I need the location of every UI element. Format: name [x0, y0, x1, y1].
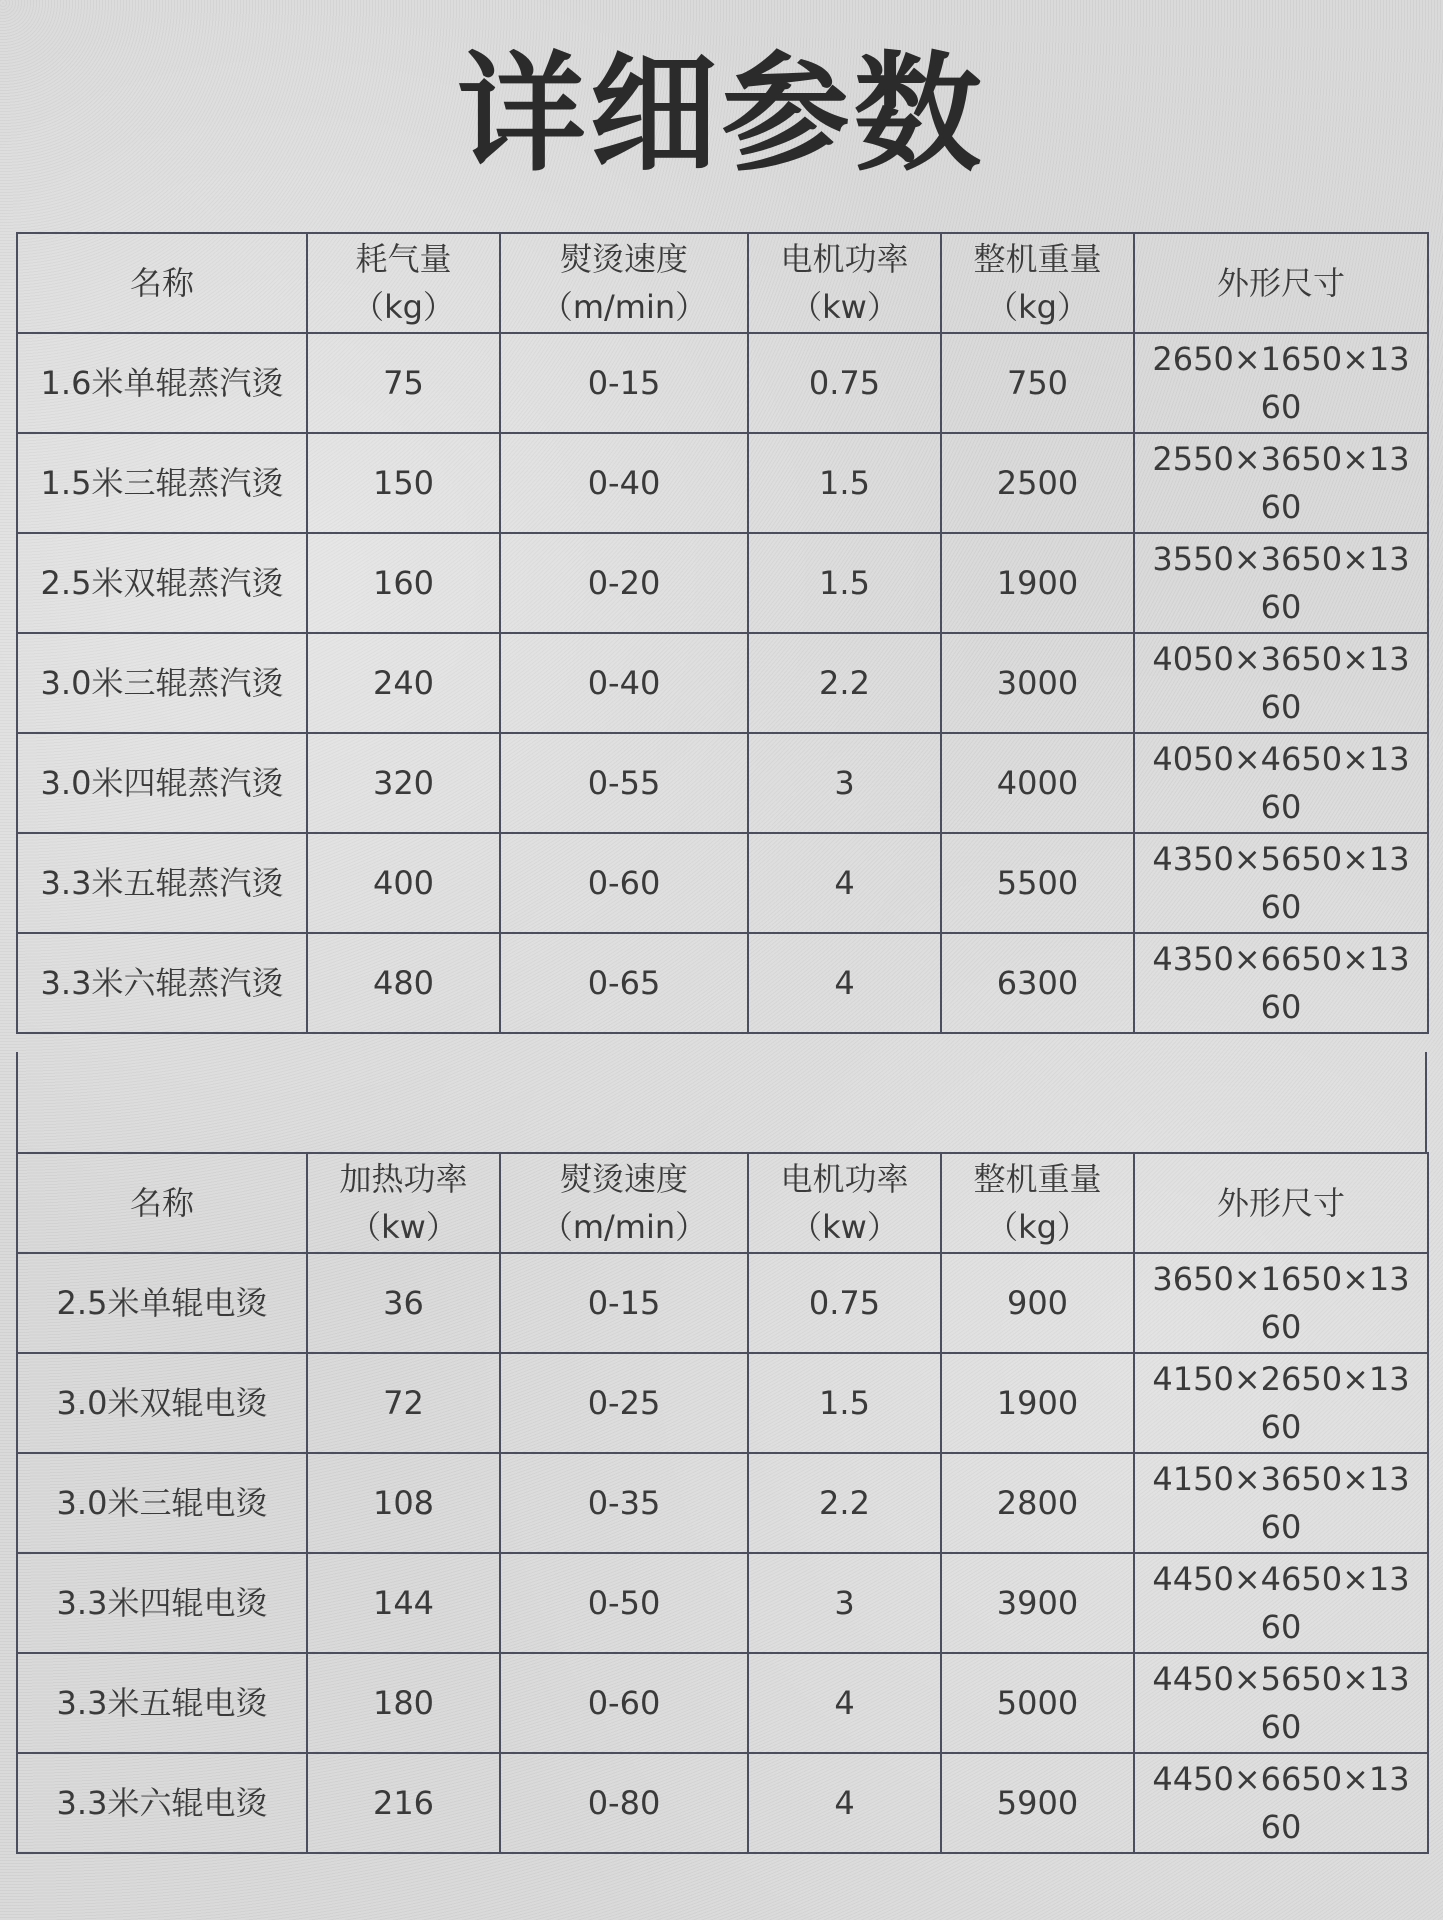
cell-motor: 3 — [748, 733, 941, 833]
cell-speed: 0-15 — [500, 1253, 748, 1353]
header-cell-machine-weight: 整机重量 （kg） — [941, 1153, 1134, 1253]
cell-heating: 216 — [307, 1753, 500, 1853]
cell-dimensions: 4450×4650×1360 — [1134, 1553, 1428, 1653]
header-cell-motor-power: 电机功率 （kw） — [748, 1153, 941, 1253]
cell-speed: 0-15 — [500, 333, 748, 433]
cell-heating: 144 — [307, 1553, 500, 1653]
table-row — [17, 833, 1428, 933]
cell-steam: 480 — [307, 933, 500, 1033]
table-row — [17, 933, 1428, 1033]
cell-speed: 0-35 — [500, 1453, 748, 1553]
cell-motor: 4 — [748, 1753, 941, 1853]
cell-speed: 0-20 — [500, 533, 748, 633]
table-row — [17, 1753, 1428, 1853]
cell-weight: 5000 — [941, 1653, 1134, 1753]
table-row — [17, 1553, 1428, 1653]
cell-name: 3.0米四辊蒸汽烫 — [17, 733, 307, 833]
cell-name: 2.5米单辊电烫 — [17, 1253, 307, 1353]
cell-motor: 0.75 — [748, 333, 941, 433]
cell-name: 1.6米单辊蒸汽烫 — [17, 333, 307, 433]
cell-speed: 0-60 — [500, 1653, 748, 1753]
cell-weight: 3900 — [941, 1553, 1134, 1653]
cell-weight: 750 — [941, 333, 1134, 433]
cell-motor: 2.2 — [748, 1453, 941, 1553]
cell-dimensions: 4450×6650×1360 — [1134, 1753, 1428, 1853]
header-cell-dimensions: 外形尺寸 — [1134, 1153, 1428, 1253]
table-row — [17, 433, 1428, 533]
table-row — [17, 633, 1428, 733]
cell-dimensions: 2550×3650×1360 — [1134, 433, 1428, 533]
header-cell-name: 名称 — [17, 1153, 307, 1253]
cell-weight: 2500 — [941, 433, 1134, 533]
table-row — [17, 1653, 1428, 1753]
cell-weight: 1900 — [941, 533, 1134, 633]
cell-motor: 4 — [748, 833, 941, 933]
cell-speed: 0-50 — [500, 1553, 748, 1653]
table-row — [17, 333, 1428, 433]
cell-steam: 160 — [307, 533, 500, 633]
cell-motor: 3 — [748, 1553, 941, 1653]
cell-steam: 400 — [307, 833, 500, 933]
cell-heating: 108 — [307, 1453, 500, 1553]
cell-name: 3.0米双辊电烫 — [17, 1353, 307, 1453]
table-header-row — [17, 233, 1428, 333]
cell-name: 3.3米六辊蒸汽烫 — [17, 933, 307, 1033]
cell-speed: 0-55 — [500, 733, 748, 833]
header-cell-dimensions: 外形尺寸 — [1134, 233, 1428, 333]
cell-dimensions: 3650×1650×1360 — [1134, 1253, 1428, 1353]
cell-name: 3.0米三辊蒸汽烫 — [17, 633, 307, 733]
header-cell-ironing-speed: 熨烫速度 （m/min） — [500, 233, 748, 333]
cell-speed: 0-65 — [500, 933, 748, 1033]
cell-dimensions: 4450×5650×1360 — [1134, 1653, 1428, 1753]
cell-speed: 0-40 — [500, 633, 748, 733]
cell-weight: 6300 — [941, 933, 1134, 1033]
cell-name: 3.3米四辊电烫 — [17, 1553, 307, 1653]
cell-motor: 4 — [748, 1653, 941, 1753]
table-row — [17, 1353, 1428, 1453]
electric-ironer-spec-table — [16, 1152, 1429, 1854]
header-cell-machine-weight: 整机重量 （kg） — [941, 233, 1134, 333]
table-row — [17, 1453, 1428, 1553]
cell-weight: 1900 — [941, 1353, 1134, 1453]
cell-weight: 900 — [941, 1253, 1134, 1353]
cell-heating: 72 — [307, 1353, 500, 1453]
cell-dimensions: 2650×1650×1360 — [1134, 333, 1428, 433]
table-spacer-band — [16, 1052, 1427, 1152]
cell-motor: 1.5 — [748, 1353, 941, 1453]
cell-steam: 320 — [307, 733, 500, 833]
cell-name: 3.3米五辊电烫 — [17, 1653, 307, 1753]
cell-dimensions: 4050×4650×1360 — [1134, 733, 1428, 833]
header-cell-ironing-speed: 熨烫速度 （m/min） — [500, 1153, 748, 1253]
page-title: 详细参数 — [457, 40, 986, 189]
header-cell-name: 名称 — [17, 233, 307, 333]
cell-motor: 1.5 — [748, 433, 941, 533]
cell-motor: 0.75 — [748, 1253, 941, 1353]
header-cell-motor-power: 电机功率 （kw） — [748, 233, 941, 333]
header-cell-heating-power: 加热功率 （kw） — [307, 1153, 500, 1253]
cell-name: 1.5米三辊蒸汽烫 — [17, 433, 307, 533]
cell-dimensions: 4150×3650×1360 — [1134, 1453, 1428, 1553]
cell-speed: 0-25 — [500, 1353, 748, 1453]
cell-dimensions: 4350×5650×1360 — [1134, 833, 1428, 933]
table-header-row — [17, 1153, 1428, 1253]
cell-weight: 5900 — [941, 1753, 1134, 1853]
table-row — [17, 1253, 1428, 1353]
cell-weight: 3000 — [941, 633, 1134, 733]
cell-name: 2.5米双辊蒸汽烫 — [17, 533, 307, 633]
cell-speed: 0-40 — [500, 433, 748, 533]
table-row — [17, 533, 1428, 633]
cell-motor: 4 — [748, 933, 941, 1033]
header-cell-steam-consumption: 耗气量 （kg） — [307, 233, 500, 333]
cell-name: 3.0米三辊电烫 — [17, 1453, 307, 1553]
cell-steam: 75 — [307, 333, 500, 433]
cell-name: 3.3米六辊电烫 — [17, 1753, 307, 1853]
cell-dimensions: 4350×6650×1360 — [1134, 933, 1428, 1033]
cell-name: 3.3米五辊蒸汽烫 — [17, 833, 307, 933]
cell-dimensions: 4150×2650×1360 — [1134, 1353, 1428, 1453]
cell-motor: 2.2 — [748, 633, 941, 733]
cell-heating: 36 — [307, 1253, 500, 1353]
table-row — [17, 733, 1428, 833]
steam-ironer-spec-table — [16, 232, 1429, 1034]
cell-weight: 5500 — [941, 833, 1134, 933]
cell-weight: 4000 — [941, 733, 1134, 833]
cell-steam: 150 — [307, 433, 500, 533]
cell-dimensions: 3550×3650×1360 — [1134, 533, 1428, 633]
cell-speed: 0-80 — [500, 1753, 748, 1853]
cell-speed: 0-60 — [500, 833, 748, 933]
cell-steam: 240 — [307, 633, 500, 733]
cell-motor: 1.5 — [748, 533, 941, 633]
cell-weight: 2800 — [941, 1453, 1134, 1553]
cell-dimensions: 4050×3650×1360 — [1134, 633, 1428, 733]
cell-heating: 180 — [307, 1653, 500, 1753]
